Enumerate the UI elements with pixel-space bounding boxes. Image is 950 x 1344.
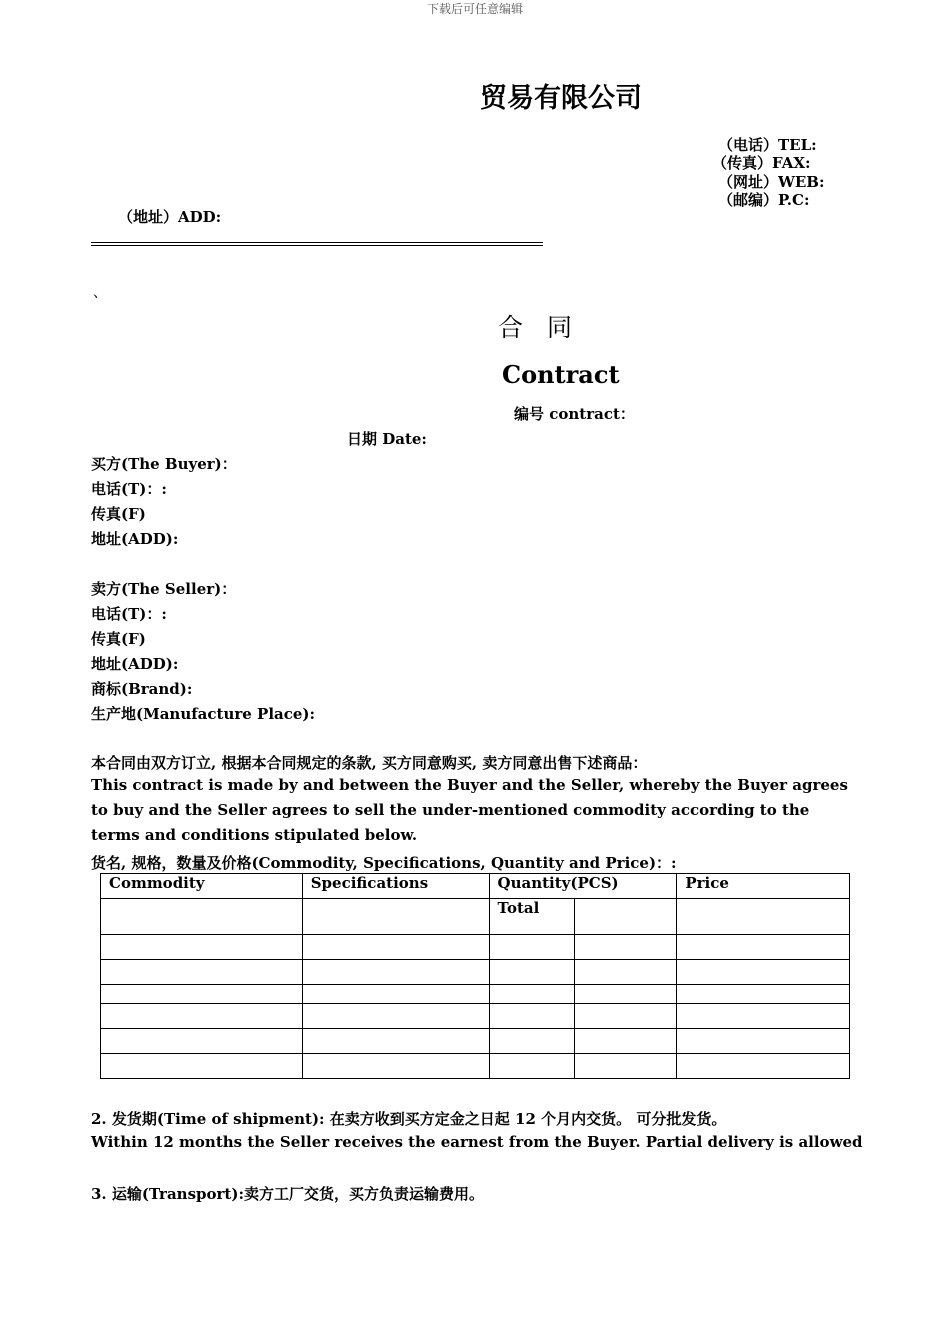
seller-brand: 商标(Brand): xyxy=(91,680,193,698)
company-web: （网址）WEB: xyxy=(718,173,825,191)
company-postcode: （邮编）P.C: xyxy=(718,191,810,209)
buyer-fax: 传真(F) xyxy=(91,505,146,523)
contract-title-en: Contract xyxy=(502,360,620,389)
intro-english: This contract is made by and between the Buyer and the Seller, whereby the Buyer agrees to buy and the Seller agrees to sell the under-mentioned commodity according to the terms and conditions stipulated below. xyxy=(91,776,848,844)
table-row xyxy=(101,1004,850,1029)
table-cell[interactable] xyxy=(575,1054,677,1079)
table-cell[interactable] xyxy=(302,1029,489,1054)
table-cell[interactable] xyxy=(489,960,575,985)
table-cell[interactable] xyxy=(575,985,677,1004)
table-cell[interactable] xyxy=(677,935,850,960)
buyer-name: 买方(The Buyer)： xyxy=(91,455,237,473)
buyer-tel: 电话(T)：: xyxy=(91,480,167,498)
table-row xyxy=(101,960,850,985)
table-cell[interactable] xyxy=(575,899,677,935)
table-row xyxy=(101,1029,850,1054)
table-cell[interactable] xyxy=(489,1054,575,1079)
table-row xyxy=(101,935,850,960)
intro-chinese: 本合同由双方订立, 根据本合同规定的条款, 买方同意购买, 卖方同意出售下述商品： xyxy=(91,754,648,772)
table-cell[interactable] xyxy=(302,899,489,935)
table-cell[interactable] xyxy=(101,985,303,1004)
company-address: （地址）ADD: xyxy=(118,208,222,226)
table-cell[interactable] xyxy=(677,1004,850,1029)
table-cell[interactable] xyxy=(677,985,850,1004)
table-cell[interactable] xyxy=(489,1029,575,1054)
contract-number: 编号 contract： xyxy=(514,405,635,423)
table-cell[interactable] xyxy=(489,1004,575,1029)
contract-date: 日期 Date: xyxy=(347,430,427,448)
table-cell[interactable] xyxy=(302,935,489,960)
table-cell[interactable] xyxy=(101,1004,303,1029)
table-cell[interactable] xyxy=(575,1029,677,1054)
table-cell[interactable] xyxy=(677,960,850,985)
clause-3: 3. 运输(Transport):卖方工厂交货，买方负责运输费用。 xyxy=(91,1185,484,1203)
company-name: 贸易有限公司 xyxy=(480,83,642,114)
table-cell[interactable] xyxy=(302,985,489,1004)
seller-address: 地址(ADD): xyxy=(91,655,179,673)
table-row xyxy=(101,985,850,1004)
header-price: Price xyxy=(677,874,850,899)
company-fax: （传真）FAX: xyxy=(712,154,811,172)
table-cell[interactable] xyxy=(489,935,575,960)
table-row xyxy=(101,899,850,935)
table-cell[interactable] xyxy=(489,985,575,1004)
table-cell[interactable] xyxy=(101,1054,303,1079)
header-divider-bottom xyxy=(91,245,543,246)
table-cell[interactable] xyxy=(101,960,303,985)
table-row xyxy=(101,1054,850,1079)
seller-fax: 传真(F) xyxy=(91,630,146,648)
table-cell[interactable] xyxy=(677,1054,850,1079)
clause-2-chinese: 2. 发货期(Time of shipment): 在卖方收到买方定金之日起 12 个月内交货。 可分批发货。 xyxy=(91,1110,727,1128)
table-cell[interactable] xyxy=(101,935,303,960)
header-specifications: Specifications xyxy=(302,874,489,899)
header-divider-top xyxy=(91,242,543,243)
table-header-row xyxy=(101,874,850,899)
goods-table xyxy=(100,873,850,1079)
download-note: 下载后可任意编辑 xyxy=(426,2,523,16)
table-cell[interactable] xyxy=(101,1029,303,1054)
contract-title-cn: 合 同 xyxy=(498,313,580,342)
table-cell[interactable] xyxy=(575,960,677,985)
buyer-address: 地址(ADD): xyxy=(91,530,179,548)
clause-2-english: Within 12 months the Seller receives the earnest from the Buyer. Partial delivery is allowed xyxy=(91,1133,863,1151)
table-cell[interactable] xyxy=(302,1004,489,1029)
seller-name: 卖方(The Seller)： xyxy=(91,580,237,598)
header-quantity: Quantity(PCS) xyxy=(489,874,677,899)
company-tel: （电话）TEL: xyxy=(718,136,817,154)
table-cell[interactable] xyxy=(575,1004,677,1029)
table-cell[interactable] xyxy=(575,935,677,960)
seller-manufacture-place: 生产地(Manufacture Place): xyxy=(91,705,316,723)
table-cell[interactable] xyxy=(302,960,489,985)
table-cell[interactable] xyxy=(677,1029,850,1054)
table-cell[interactable] xyxy=(101,899,303,935)
table-cell[interactable] xyxy=(302,1054,489,1079)
goods-heading: 货名, 规格，数量及价格(Commodity, Specifications, Quantity and Price)：: xyxy=(91,854,677,872)
tick-mark: 、 xyxy=(93,285,107,301)
seller-tel: 电话(T)：: xyxy=(91,605,167,623)
quantity-total-label: Total xyxy=(489,899,575,935)
table-cell[interactable] xyxy=(677,899,850,935)
header-commodity: Commodity xyxy=(101,874,303,899)
